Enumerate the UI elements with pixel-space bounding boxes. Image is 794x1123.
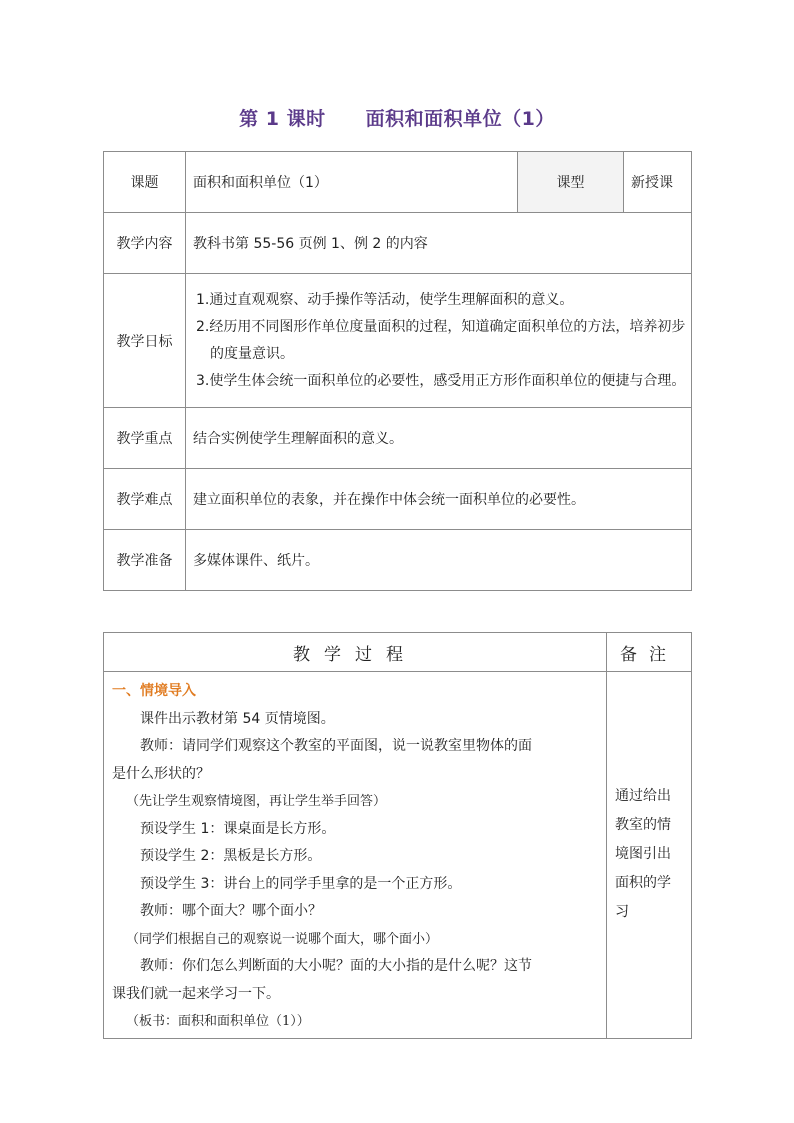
process-line: 预设学生 3：讲台上的同学手里拿的是一个正方形。 [140,875,462,892]
process-line: （同学们根据自己的观察说一说哪个面大，哪个面小） [126,931,439,947]
note-line: 教室的情 [615,817,671,834]
goals-row [104,274,692,408]
goals-list [186,274,692,408]
type-label: 课型 [518,152,624,213]
difficulty-label: 教学难点 [104,469,186,530]
section-title: 一、情境导入 [112,683,196,699]
prep-row [104,530,692,591]
process-line: 课我们就一起来学习一下。 [112,985,280,1002]
process-content [104,672,607,1039]
process-line: 课件出示教材第 54 页情境图。 [140,710,335,727]
type-value: 新授课 [624,152,692,213]
process-line: 教师：请同学们观察这个教室的平面图，说一说教室里物体的面 [140,738,532,754]
topic-label: 课题 [104,152,186,213]
content-row [104,213,692,274]
topic-value: 面积和面积单位（1） [186,152,518,213]
note-line: 通过给出 [615,788,671,805]
process-line: （先让学生观察情境图，再让学生举手回答） [126,794,387,809]
difficulty-value: 建立面积单位的表象，并在操作中体会统一面积单位的必要性。 [186,469,692,530]
difficulty-row [104,469,692,530]
goal-item-1: 1.通过直观观察、动手操作等活动，使学生理解面积的意义。 [196,291,574,308]
topic-row [104,152,692,213]
process-header: 教学过程 [104,633,607,672]
note-line: 面积的学 [615,875,671,892]
teaching-process-table [103,632,692,1039]
prep-value: 多媒体课件、纸片。 [186,530,692,591]
process-line: 教师：你们怎么判断面的大小呢？面的大小指的是什么呢？这节 [140,958,532,974]
key-value: 结合实例使学生理解面积的意义。 [186,408,692,469]
goal-item-2: 2.经历用不同图形作单位度量面积的过程，知道确定面积单位的方法，培养初步的度量意识。 [196,318,686,362]
key-row [104,408,692,469]
lesson-info-table [103,151,692,591]
goals-label: 教学日标 [104,274,186,408]
note-line: 境图引出 [615,846,671,863]
process-line: 预设学生 1：课桌面是长方形。 [140,820,336,837]
process-body-row [104,672,692,1039]
process-note [607,672,692,1039]
process-header-row [104,633,692,672]
lesson-number: 第 1 课时 [239,108,326,130]
note-header: 备注 [607,633,692,672]
process-line: 教师：哪个面大？哪个面小？ [140,903,322,919]
key-label: 教学重点 [104,408,186,469]
goal-item-3: 3.使学生体会统一面积单位的必要性，感受用正方形作面积单位的便捷与合理。 [196,372,686,389]
prep-label: 教学准备 [104,530,186,591]
process-line: 是什么形状的？ [112,765,210,782]
process-line: 预设学生 2：黑板是长方形。 [140,848,322,864]
process-line: （板书：面积和面积单位（1）） [126,1014,310,1029]
lesson-title: 面积和面积单位（1） [365,108,555,130]
page-title [0,104,794,131]
content-label: 教学内容 [104,213,186,274]
note-line: 习 [615,904,629,921]
content-value: 教科书第 55-56 页例 1、例 2 的内容 [186,213,692,274]
